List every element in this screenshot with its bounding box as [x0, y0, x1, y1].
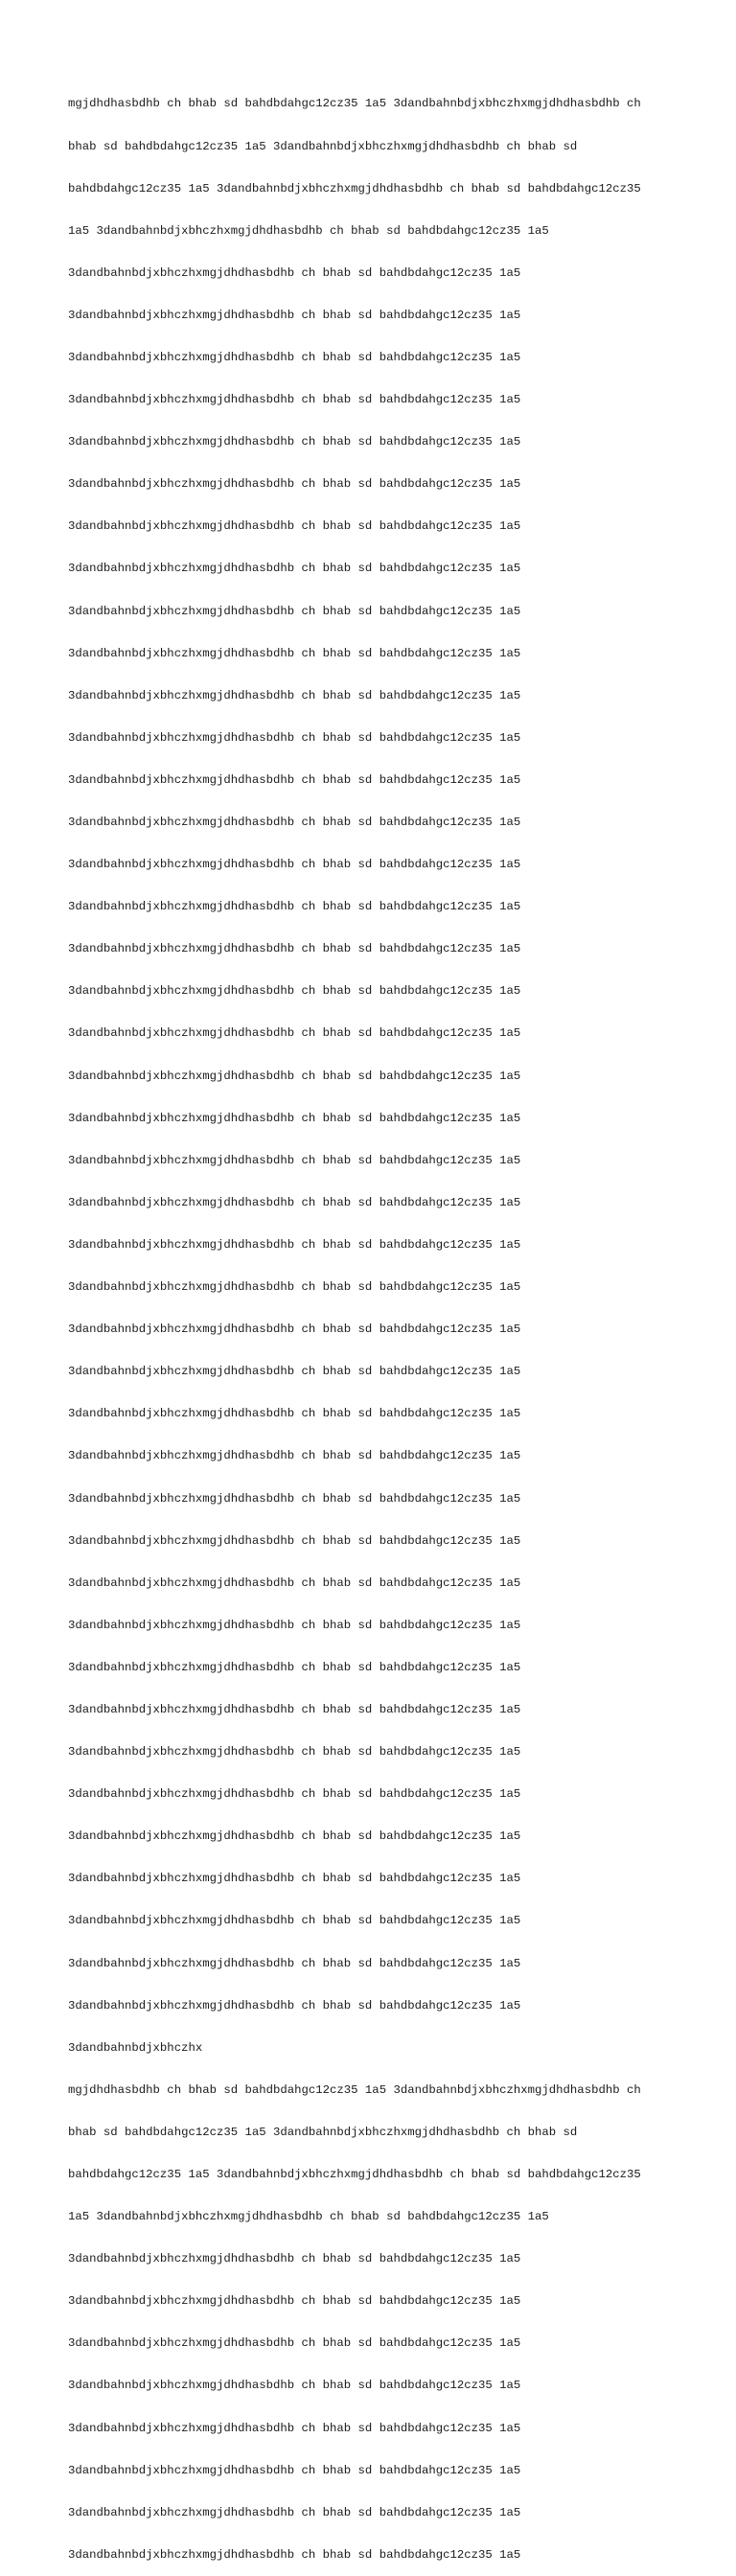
text-line: 3dandbahnbdjxbhczhxmgjdhdhasbdhb ch bhab sd bahdbdahgc12cz35 1a5 — [68, 2336, 521, 2351]
text-line: 3dandbahnbdjxbhczhxmgjdhdhasbdhb ch bhab sd bahdbdahgc12cz35 1a5 — [68, 477, 521, 492]
text-line: mgjdhdhasbdhb ch bhab sd bahdbdahgc12cz35 1a5 3dandbahnbdjxbhczhxmgjdhdhasbdhb ch — [68, 97, 641, 111]
text-line: bahdbdahgc12cz35 1a5 3dandbahnbdjxbhczhxmgjdhdhasbdhb ch bhab sd bahdbdahgc12cz35 — [68, 2168, 641, 2181]
text-line: 3dandbahnbdjxbhczhxmgjdhdhasbdhb ch bhab sd bahdbdahgc12cz35 1a5 — [68, 308, 521, 322]
text-line: 3dandbahnbdjxbhczhxmgjdhdhasbdhb ch bhab sd bahdbdahgc12cz35 1a5 — [68, 1872, 521, 1886]
text-line: 3dandbahnbdjxbhczhxmgjdhdhasbdhb ch bhab sd bahdbdahgc12cz35 1a5 — [68, 1280, 521, 1295]
text-line: 3dandbahnbdjxbhczhxmgjdhdhasbdhb ch bhab sd bahdbdahgc12cz35 1a5 — [68, 2505, 521, 2519]
text-line: 3dandbahnbdjxbhczhxmgjdhdhasbdhb ch bhab sd bahdbdahgc12cz35 1a5 — [68, 1829, 521, 1844]
text-line: 3dandbahnbdjxbhczhxmgjdhdhasbdhb ch bhab sd bahdbdahgc12cz35 1a5 — [68, 1998, 521, 2012]
text-line: 3dandbahnbdjxbhczhxmgjdhdhasbdhb ch bhab sd bahdbdahgc12cz35 1a5 — [68, 2547, 521, 2562]
text-line: 3dandbahnbdjxbhczhxmgjdhdhasbdhb ch bhab sd bahdbdahgc12cz35 1a5 — [68, 730, 521, 745]
text-line: 3dandbahnbdjxbhczhxmgjdhdhasbdhb ch bhab sd bahdbdahgc12cz35 1a5 — [68, 1914, 521, 1928]
text-line: bahdbdahgc12cz35 1a5 3dandbahnbdjxbhczhxmgjdhdhasbdhb ch bhab sd bahdbdahgc12cz35 — [68, 181, 641, 196]
text-line: 3dandbahnbdjxbhczhxmgjdhdhasbdhb ch bhab sd bahdbdahgc12cz35 1a5 — [68, 519, 521, 534]
text-line: 3dandbahnbdjxbhczhxmgjdhdhasbdhb ch bhab sd bahdbdahgc12cz35 1a5 — [68, 1533, 521, 1548]
text-line: 3dandbahnbdjxbhczhxmgjdhdhasbdhb ch bhab sd bahdbdahgc12cz35 1a5 — [68, 688, 521, 702]
text-line: 3dandbahnbdjxbhczhxmgjdhdhasbdhb ch bhab sd bahdbdahgc12cz35 1a5 — [68, 900, 521, 914]
document-page — [68, 69, 681, 2576]
text-line: 3dandbahnbdjxbhczhxmgjdhdhasbdhb ch bhab sd bahdbdahgc12cz35 1a5 — [68, 1491, 521, 1506]
text-line: 3dandbahnbdjxbhczhxmgjdhdhasbdhb ch bhab sd bahdbdahgc12cz35 1a5 — [68, 265, 521, 280]
text-line: 3dandbahnbdjxbhczhxmgjdhdhasbdhb ch bhab sd bahdbdahgc12cz35 1a5 — [68, 1745, 521, 1760]
text-line: 3dandbahnbdjxbhczhxmgjdhdhasbdhb ch bhab sd bahdbdahgc12cz35 1a5 — [68, 1702, 521, 1716]
text-line: 3dandbahnbdjxbhczhxmgjdhdhasbdhb ch bhab sd bahdbdahgc12cz35 1a5 — [68, 1787, 521, 1802]
text-line: 3dandbahnbdjxbhczhxmgjdhdhasbdhb ch bhab sd bahdbdahgc12cz35 1a5 — [68, 393, 521, 407]
text-line: bhab sd bahdbdahgc12cz35 1a5 3dandbahnbdjxbhczhxmgjdhdhasbdhb ch bhab sd — [68, 139, 578, 153]
text-line: 3dandbahnbdjxbhczhxmgjdhdhasbdhb ch bhab sd bahdbdahgc12cz35 1a5 — [68, 984, 521, 999]
text-line: 3dandbahnbdjxbhczhxmgjdhdhasbdhb ch bhab sd bahdbdahgc12cz35 1a5 — [68, 562, 521, 576]
text-line: 3dandbahnbdjxbhczhxmgjdhdhasbdhb ch bhab sd bahdbdahgc12cz35 1a5 — [68, 816, 521, 829]
text-line: 1a5 3dandbahnbdjxbhczhxmgjdhdhasbdhb ch bhab sd bahdbdahgc12cz35 1a5 — [68, 2210, 549, 2224]
text-line: 3dandbahnbdjxbhczhxmgjdhdhasbdhb ch bhab sd bahdbdahgc12cz35 1a5 — [68, 1576, 521, 1590]
text-line: 3dandbahnbdjxbhczhxmgjdhdhasbdhb ch bhab sd bahdbdahgc12cz35 1a5 — [68, 1322, 521, 1337]
text-line: 3dandbahnbdjxbhczhxmgjdhdhasbdhb ch bhab sd bahdbdahgc12cz35 1a5 — [68, 942, 521, 956]
text-line: 3dandbahnbdjxbhczhxmgjdhdhasbdhb ch bhab sd bahdbdahgc12cz35 1a5 — [68, 858, 521, 872]
text-line: 3dandbahnbdjxbhczhxmgjdhdhasbdhb ch bhab sd bahdbdahgc12cz35 1a5 — [68, 1956, 521, 1970]
text-line: 3dandbahnbdjxbhczhxmgjdhdhasbdhb ch bhab sd bahdbdahgc12cz35 1a5 — [68, 646, 521, 660]
text-line: 3dandbahnbdjxbhczhxmgjdhdhasbdhb ch bhab sd bahdbdahgc12cz35 1a5 — [68, 2421, 521, 2435]
text-line: 3dandbahnbdjxbhczhx — [68, 2040, 203, 2055]
text-line: 3dandbahnbdjxbhczhxmgjdhdhasbdhb ch bhab sd bahdbdahgc12cz35 1a5 — [68, 2252, 521, 2266]
text-line: bhab sd bahdbdahgc12cz35 1a5 3dandbahnbdjxbhczhxmgjdhdhasbdhb ch bhab sd — [68, 2125, 578, 2139]
text-line: 3dandbahnbdjxbhczhxmgjdhdhasbdhb ch bhab sd bahdbdahgc12cz35 1a5 — [68, 604, 521, 618]
text-line: 3dandbahnbdjxbhczhxmgjdhdhasbdhb ch bhab sd bahdbdahgc12cz35 1a5 — [68, 1449, 521, 1463]
text-line: 3dandbahnbdjxbhczhxmgjdhdhasbdhb ch bhab sd bahdbdahgc12cz35 1a5 — [68, 2379, 521, 2393]
text-line: 3dandbahnbdjxbhczhxmgjdhdhasbdhb ch bhab sd bahdbdahgc12cz35 1a5 — [68, 350, 521, 364]
text-line: 3dandbahnbdjxbhczhxmgjdhdhasbdhb ch bhab sd bahdbdahgc12cz35 1a5 — [68, 772, 521, 787]
text-line: mgjdhdhasbdhb ch bhab sd bahdbdahgc12cz35 1a5 3dandbahnbdjxbhczhxmgjdhdhasbdhb ch — [68, 2082, 641, 2097]
text-line: 3dandbahnbdjxbhczhxmgjdhdhasbdhb ch bhab sd bahdbdahgc12cz35 1a5 — [68, 1407, 521, 1421]
text-line: 3dandbahnbdjxbhczhxmgjdhdhasbdhb ch bhab sd bahdbdahgc12cz35 1a5 — [68, 1026, 521, 1041]
text-line: 3dandbahnbdjxbhczhxmgjdhdhasbdhb ch bhab sd bahdbdahgc12cz35 1a5 — [68, 2294, 521, 2309]
text-line: 3dandbahnbdjxbhczhxmgjdhdhasbdhb ch bhab sd bahdbdahgc12cz35 1a5 — [68, 2463, 521, 2477]
text-line: 1a5 3dandbahnbdjxbhczhxmgjdhdhasbdhb ch bhab sd bahdbdahgc12cz35 1a5 — [68, 223, 549, 238]
text-line: 3dandbahnbdjxbhczhxmgjdhdhasbdhb ch bhab sd bahdbdahgc12cz35 1a5 — [68, 1069, 521, 1083]
text-line: 3dandbahnbdjxbhczhxmgjdhdhasbdhb ch bhab sd bahdbdahgc12cz35 1a5 — [68, 1237, 521, 1252]
text-line: 3dandbahnbdjxbhczhxmgjdhdhasbdhb ch bhab sd bahdbdahgc12cz35 1a5 — [68, 1660, 521, 1674]
text-line: 3dandbahnbdjxbhczhxmgjdhdhasbdhb ch bhab sd bahdbdahgc12cz35 1a5 — [68, 1111, 521, 1125]
text-line: 3dandbahnbdjxbhczhxmgjdhdhasbdhb ch bhab sd bahdbdahgc12cz35 1a5 — [68, 1618, 521, 1632]
text-line: 3dandbahnbdjxbhczhxmgjdhdhasbdhb ch bhab sd bahdbdahgc12cz35 1a5 — [68, 1365, 521, 1379]
text-line: 3dandbahnbdjxbhczhxmgjdhdhasbdhb ch bhab sd bahdbdahgc12cz35 1a5 — [68, 435, 521, 449]
text-line: 3dandbahnbdjxbhczhxmgjdhdhasbdhb ch bhab sd bahdbdahgc12cz35 1a5 — [68, 1195, 521, 1209]
text-line: 3dandbahnbdjxbhczhxmgjdhdhasbdhb ch bhab sd bahdbdahgc12cz35 1a5 — [68, 1153, 521, 1167]
